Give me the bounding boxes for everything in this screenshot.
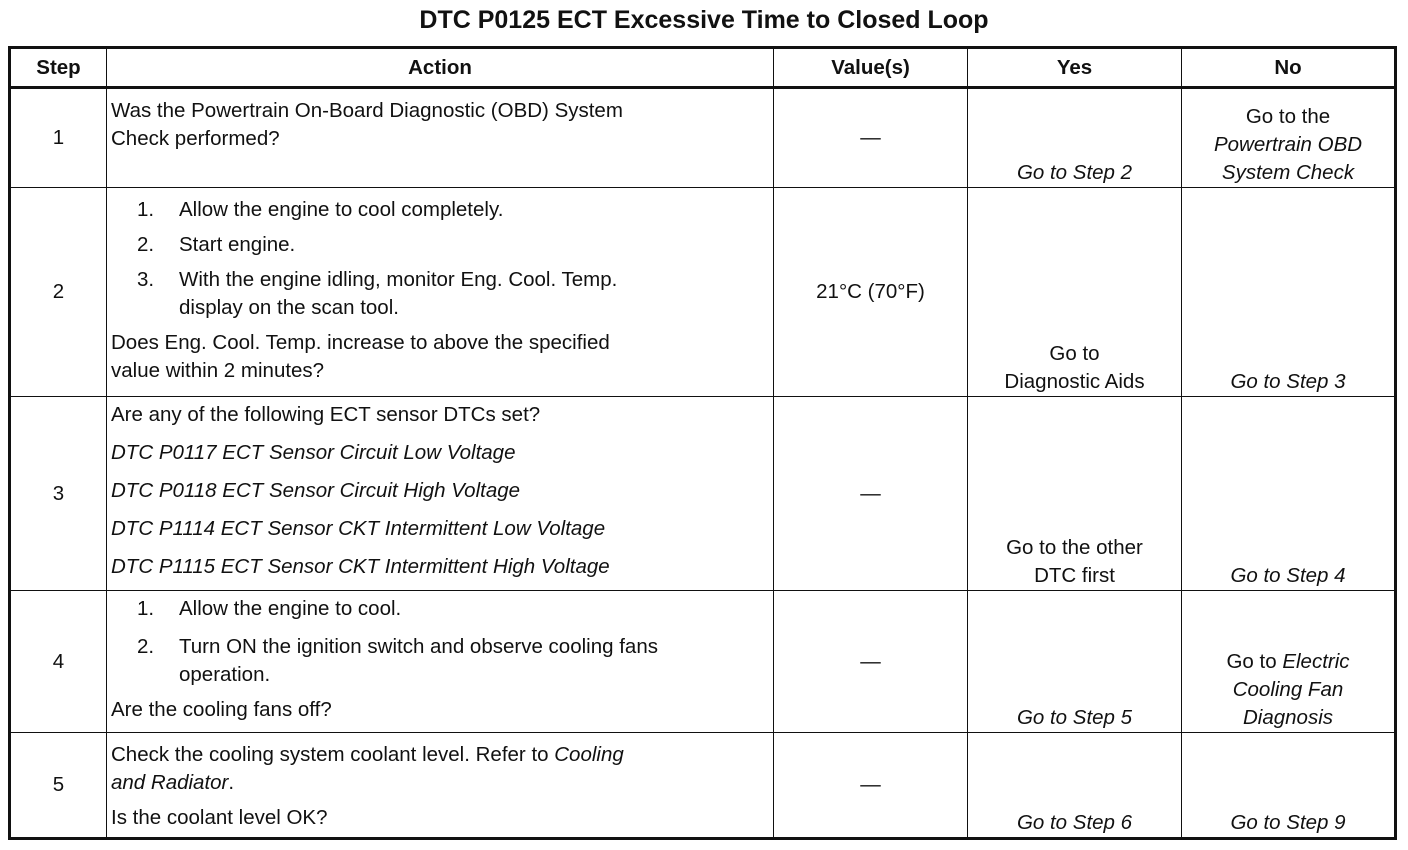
header-yes: Yes	[968, 48, 1182, 88]
value-cell: —	[774, 733, 968, 839]
no-link[interactable]: Cooling Fan	[1232, 678, 1344, 701]
list-text: Allow the engine to cool.	[179, 597, 402, 620]
action-text: Was the Powertrain On-Board Diagnostic (OBD) System	[111, 99, 623, 122]
table-row	[10, 88, 1396, 188]
table-row	[10, 733, 1396, 839]
no-cell	[1182, 591, 1396, 733]
action-cell	[107, 88, 774, 188]
list-text: Allow the engine to cool completely.	[179, 198, 504, 221]
value-cell: —	[774, 591, 968, 733]
list-number: 2.	[137, 635, 155, 658]
no-link[interactable]: Go to Step 4	[1230, 564, 1346, 587]
value-cell: —	[774, 397, 968, 591]
question-text: Is the coolant level OK?	[111, 806, 328, 829]
list-number: 1.	[137, 597, 155, 620]
yes-cell	[968, 733, 1182, 839]
list-text: With the engine idling, monitor Eng. Cool. Temp.	[179, 268, 618, 291]
table-row	[10, 591, 1396, 733]
no-link[interactable]: Go to Step 3	[1230, 370, 1346, 393]
yes-text: DTC first	[1034, 564, 1115, 587]
step-number: 4	[10, 591, 107, 733]
no-cell	[1182, 733, 1396, 839]
yes-link[interactable]: Go to Step 5	[1016, 706, 1133, 729]
yes-link[interactable]: Go to Step 2	[1016, 161, 1133, 184]
list-number: 3.	[137, 268, 155, 291]
list-text: Start engine.	[179, 233, 296, 256]
step-number: 5	[10, 733, 107, 839]
dtc-reference[interactable]: DTC P1114 ECT Sensor CKT Intermittent Low Voltage	[111, 517, 606, 540]
header-step: Step	[10, 48, 107, 88]
question-text: Are the cooling fans off?	[111, 698, 332, 721]
no-text: Go to the	[1245, 105, 1331, 128]
value-cell: 21°C (70°F)	[774, 188, 968, 397]
yes-link[interactable]: Go to Step 6	[1016, 811, 1133, 834]
list-item	[137, 266, 769, 322]
table-row	[10, 188, 1396, 397]
dtc-reference[interactable]: DTC P1115 ECT Sensor CKT Intermittent High Voltage	[111, 555, 610, 578]
page-title: DTC P0125 ECT Excessive Time to Closed Loop	[419, 6, 989, 34]
list-number: 1.	[137, 198, 155, 221]
no-cell	[1182, 397, 1396, 591]
action-text: Check performed?	[111, 127, 280, 150]
action-text: .	[228, 771, 235, 794]
no-link[interactable]: System Check	[1221, 161, 1355, 184]
list-item	[137, 196, 769, 224]
action-cell	[107, 591, 774, 733]
action-steps	[111, 196, 769, 322]
no-link[interactable]: Go to Step 9	[1230, 811, 1346, 834]
no-cell	[1182, 188, 1396, 397]
value-cell: —	[774, 88, 968, 188]
step-number: 1	[10, 88, 107, 188]
yes-cell	[968, 188, 1182, 397]
action-steps	[111, 595, 769, 689]
step-number: 2	[10, 188, 107, 397]
action-cell	[107, 188, 774, 397]
list-text: display on the scan tool.	[179, 296, 399, 319]
list-item	[137, 595, 769, 623]
question-text: Are any of the following ECT sensor DTCs set?	[111, 403, 541, 426]
header-values: Value(s)	[774, 48, 968, 88]
action-cell	[107, 397, 774, 591]
yes-text[interactable]: Diagnostic Aids	[1004, 370, 1145, 393]
list-text: Turn ON the ignition switch and observe cooling fans	[179, 635, 658, 658]
reference-link[interactable]: Cooling	[554, 743, 624, 766]
question-text: value within 2 minutes?	[111, 359, 325, 382]
yes-cell	[968, 397, 1182, 591]
step-number: 3	[10, 397, 107, 591]
dtc-reference[interactable]: DTC P0118 ECT Sensor Circuit High Voltage	[111, 479, 521, 502]
list-text: operation.	[179, 663, 271, 686]
header-action: Action	[107, 48, 774, 88]
dtc-table	[8, 46, 1397, 840]
list-item	[137, 231, 769, 259]
list-number: 2.	[137, 233, 155, 256]
no-link[interactable]: Diagnosis	[1242, 706, 1334, 729]
yes-cell	[968, 88, 1182, 188]
no-link[interactable]: Electric	[1282, 650, 1350, 673]
yes-cell	[968, 591, 1182, 733]
no-cell	[1182, 88, 1396, 188]
dtc-reference[interactable]: DTC P0117 ECT Sensor Circuit Low Voltage	[111, 441, 516, 464]
question-text: Does Eng. Cool. Temp. increase to above the specified	[111, 331, 610, 354]
reference-link[interactable]: and Radiator	[111, 771, 229, 794]
action-text: Check the cooling system coolant level. Refer to	[111, 743, 555, 766]
list-item	[137, 633, 769, 689]
table-row	[10, 397, 1396, 591]
no-link[interactable]: Powertrain OBD	[1213, 133, 1363, 156]
table-header-row	[10, 48, 1396, 88]
action-cell	[107, 733, 774, 839]
yes-text: Go to	[1049, 342, 1100, 365]
yes-text: Go to the other	[1006, 536, 1143, 559]
no-text: Go to	[1226, 650, 1283, 673]
header-no: No	[1182, 48, 1396, 88]
